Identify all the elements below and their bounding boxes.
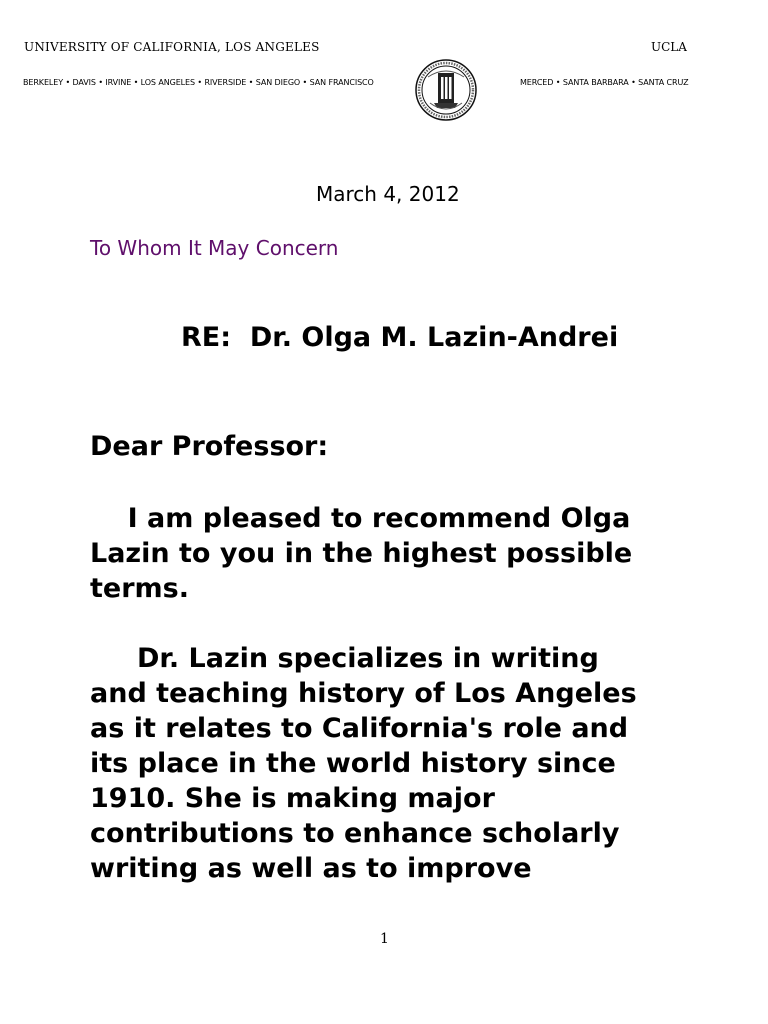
university-seal-icon [414,57,478,123]
salutation: Dear Professor: [90,431,329,462]
paragraph-line: its place in the world history since [90,748,616,779]
paragraph-line: 1910. She is making major [90,783,495,814]
page-number: 1 [380,931,389,947]
paragraph-line: I am pleased to recommend Olga [90,503,631,534]
campus-list-left: BERKELEY • DAVIS • IRVINE • LOS ANGELES • RIVERSIDE • SAN DIEGO • SAN FRANCISCO [23,78,374,87]
paragraph-line: and teaching history of Los Angeles [90,678,637,709]
re-line: RE: Dr. Olga M. Lazin-Andrei [181,322,619,353]
paragraph-line: as it relates to California's role and [90,713,629,744]
paragraph-line: Lazin to you in the highest possible [90,538,633,569]
to-whom-line: To Whom It May Concern [90,236,339,260]
campus-short-name: UCLA [651,40,687,54]
letter-date: March 4, 2012 [316,182,460,206]
campus-list-right: MERCED • SANTA BARBARA • SANTA CRUZ [520,78,689,87]
paragraph-line: Dr. Lazin specializes in writing [90,643,599,674]
university-name: UNIVERSITY OF CALIFORNIA, LOS ANGELES [24,40,320,54]
paragraph-line: contributions to enhance scholarly [90,818,620,849]
paragraph-line: terms. [90,573,189,604]
paragraph-1 [90,501,730,606]
paragraph-line: writing as well as to improve [90,853,532,884]
paragraph-2 [90,641,730,886]
